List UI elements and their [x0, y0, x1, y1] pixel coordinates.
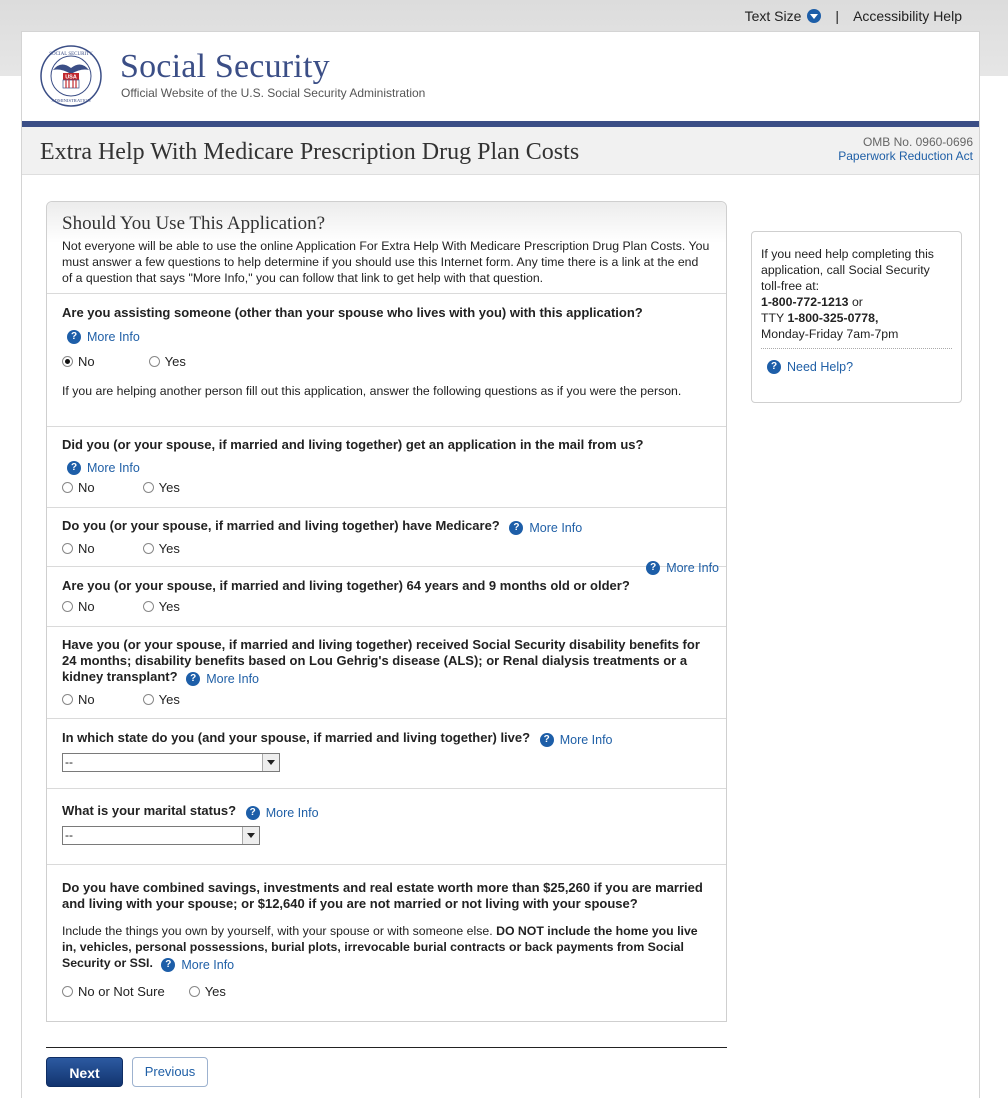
more-info-link[interactable]: [186, 671, 259, 687]
seal-usa-text: USA: [65, 74, 77, 81]
radio-label: No: [78, 599, 95, 614]
radio-button[interactable]: [143, 482, 154, 493]
radio-button[interactable]: [149, 356, 160, 367]
question-text: What is your marital status?: [62, 803, 237, 818]
more-info-link[interactable]: [246, 805, 319, 821]
question-assisting: [47, 293, 726, 426]
site-title[interactable]: Social Security: [120, 48, 330, 85]
seal-bottom-text: ADMINISTRATION: [51, 98, 91, 103]
more-info-link[interactable]: [161, 957, 234, 973]
question-circle-icon: ?: [646, 561, 660, 575]
radio-label: Yes: [158, 480, 180, 495]
radio-label: No or Not Sure: [78, 984, 165, 999]
omb-block: [838, 135, 973, 163]
question-text: Have you (or your spouse, if married and living together) received Social Security disability benefits for 24 months; disability benefits based on Lou Gehrig's disease (ALS); or Renal dialysis treatments or a kidney transplant?: [62, 637, 700, 684]
radio-button[interactable]: [143, 694, 154, 705]
question-text: In which state do you (and your spouse, if married and living together) live?: [62, 730, 531, 745]
more-info-label[interactable]: More Info: [206, 672, 260, 686]
question-text: Are you (or your spouse, if married and living together) 64 years and 9 months old or older?: [62, 578, 630, 593]
radio-button[interactable]: [62, 601, 73, 612]
question-state: [47, 718, 726, 788]
question-mail-application: [47, 426, 726, 507]
radio-button[interactable]: [189, 986, 200, 997]
marital-status-select[interactable]: [62, 826, 260, 845]
site-subtitle: Official Website of the U.S. Social Security Administration: [121, 86, 426, 100]
office-hours: Monday-Friday 7am-7pm: [761, 327, 899, 341]
panel-header: [47, 202, 726, 293]
radio-label: Yes: [204, 984, 226, 999]
question-circle-icon: ?: [540, 733, 554, 747]
radio-button[interactable]: [62, 543, 73, 554]
question-text: Do you (or your spouse, if married and living together) have Medicare?: [62, 518, 500, 533]
question-text: Did you (or your spouse, if married and living together) get an application in the mail from us?: [62, 437, 644, 452]
more-info-label[interactable]: More Info: [559, 733, 613, 747]
page-container: [21, 31, 980, 1098]
masthead: [22, 32, 979, 122]
sidebar-divider: [761, 348, 952, 349]
radio-button[interactable]: [62, 694, 73, 705]
question-text: Do you have combined savings, investments and real estate worth more than $25,260 if you are married and living with your spouse; or $12,640 if you are not married or not living with your spouse?: [62, 880, 703, 911]
radio-label: No: [78, 480, 95, 495]
question-circle-icon: ?: [186, 672, 200, 686]
panel-heading: Should You Use This Application?: [62, 213, 326, 234]
question-medicare: [47, 507, 726, 566]
more-info-label[interactable]: More Info: [666, 561, 719, 575]
chevron-down-icon[interactable]: [262, 754, 279, 771]
radio-label: Yes: [158, 599, 180, 614]
radio-no[interactable]: [62, 354, 95, 369]
more-info-label[interactable]: More Info: [529, 521, 583, 535]
radio-yes[interactable]: [143, 692, 180, 707]
chevron-down-icon[interactable]: [807, 9, 821, 23]
more-info-link[interactable]: [509, 520, 582, 536]
radio-yes[interactable]: [143, 541, 180, 556]
radio-no[interactable]: [62, 692, 95, 707]
radio-button[interactable]: [62, 356, 73, 367]
question-age: [47, 561, 726, 626]
state-select[interactable]: [62, 753, 280, 772]
accessibility-help-link[interactable]: Accessibility Help: [853, 8, 962, 24]
radio-label: No: [78, 541, 95, 556]
paperwork-reduction-link[interactable]: Paperwork Reduction Act: [838, 149, 973, 163]
sidebar-or: or: [851, 295, 863, 309]
radio-yes[interactable]: [143, 599, 180, 614]
more-info-link[interactable]: [67, 461, 140, 475]
question-circle-icon: ?: [67, 461, 81, 475]
tty-label: TTY: [761, 311, 785, 325]
question-circle-icon: ?: [509, 521, 523, 535]
title-bar: [22, 127, 979, 175]
select-value: --: [65, 828, 73, 842]
previous-button[interactable]: Previous: [132, 1057, 208, 1087]
eligibility-panel: [46, 201, 727, 1022]
radio-label: Yes: [158, 541, 180, 556]
question-circle-icon: ?: [767, 360, 781, 374]
help-sidebar: [751, 231, 962, 403]
question-resources: [47, 864, 726, 1023]
chevron-down-icon[interactable]: [242, 827, 259, 844]
radio-label: No: [78, 692, 95, 707]
select-value: --: [65, 755, 73, 769]
radio-button[interactable]: [62, 482, 73, 493]
radio-yes[interactable]: [149, 354, 186, 369]
radio-button[interactable]: [143, 601, 154, 612]
omb-number: OMB No. 0960-0696: [862, 135, 973, 149]
radio-yes[interactable]: [143, 480, 180, 495]
resources-note: Include the things you own by yourself, with your spouse or with someone else.: [62, 924, 493, 938]
seal-top-text: SOCIAL SECURITY: [49, 52, 93, 57]
radio-label: Yes: [158, 692, 180, 707]
radio-yes[interactable]: [189, 984, 226, 999]
radio-no[interactable]: [62, 599, 95, 614]
question-circle-icon: ?: [161, 958, 175, 972]
radio-label: No: [78, 354, 95, 369]
question-disability: [47, 626, 726, 718]
need-help-label[interactable]: Need Help?: [787, 360, 854, 374]
radio-no-or-not-sure[interactable]: [62, 984, 165, 999]
more-info-label[interactable]: More Info: [181, 958, 235, 972]
question-marital-status: [47, 788, 726, 864]
form-footer-divider: [46, 1047, 727, 1048]
radio-no[interactable]: [62, 480, 95, 495]
radio-button[interactable]: [62, 986, 73, 997]
more-info-link[interactable]: [67, 330, 140, 344]
nav-separator: |: [835, 8, 840, 24]
sidebar-help-text: If you need help completing this application, call Social Security toll-free at:: [761, 247, 934, 293]
more-info-link[interactable]: [540, 732, 613, 748]
helper-note: If you are helping another person fill out this application, answer the following questions as if you were the person.: [62, 384, 682, 398]
more-info-link[interactable]: [646, 561, 719, 575]
radio-no[interactable]: [62, 541, 95, 556]
utility-nav: [745, 8, 962, 24]
tty-number: 1-800-325-0778,: [787, 311, 879, 325]
more-info-label[interactable]: More Info: [87, 461, 140, 475]
more-info-label[interactable]: More Info: [87, 330, 140, 344]
page-title: Extra Help With Medicare Prescription Drug Plan Costs: [40, 139, 580, 165]
resources-exclusion-note: DO NOT include the home you live in, vehicles, personal possessions, burial plots, irrevocable burial contracts or back payments from Social Security or SSI.: [62, 924, 698, 970]
text-size-control[interactable]: [745, 8, 822, 24]
ssa-seal-logo[interactable]: [39, 44, 103, 108]
radio-button[interactable]: [143, 543, 154, 554]
question-circle-icon: ?: [67, 330, 81, 344]
text-size-label[interactable]: Text Size: [744, 8, 802, 24]
radio-label: Yes: [164, 354, 186, 369]
next-button[interactable]: Next: [46, 1057, 123, 1087]
more-info-label[interactable]: More Info: [265, 806, 319, 820]
question-text: Are you assisting someone (other than your spouse who lives with you) with this application?: [62, 305, 643, 320]
panel-intro: Not everyone will be able to use the online Application For Extra Help With Medicare Prescription Drug Plan Costs. You must answer a few questions to help determine if you should use this Internet form. Any time there is a link at the end of a question that says "More Info," you can follow that link to get help with that question.: [62, 239, 710, 285]
question-circle-icon: ?: [246, 806, 260, 820]
need-help-link[interactable]: [767, 359, 952, 375]
phone-number: 1-800-772-1213: [761, 295, 849, 309]
